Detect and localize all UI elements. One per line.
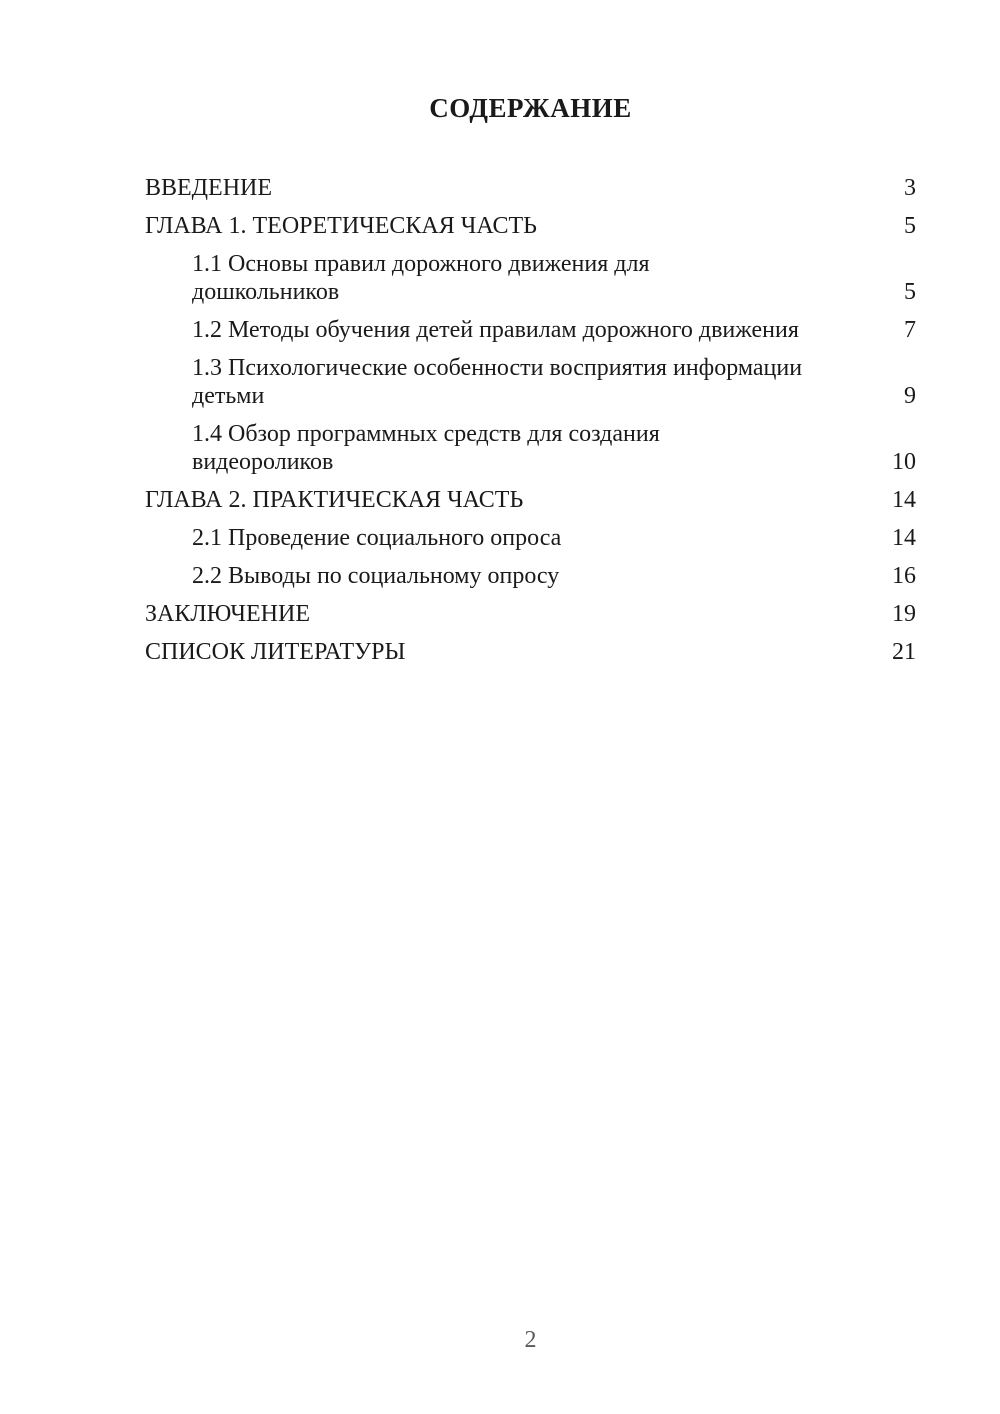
toc-entry-line: ГЛАВА 1. ТЕОРЕТИЧЕСКАЯ ЧАСТЬ xyxy=(145,213,537,239)
toc-entry xyxy=(145,420,916,476)
toc-entry-line: 1.3 Психологические особенности восприятия информации xyxy=(192,355,803,381)
toc-entry-line: 1.1 Основы правил дорожного движения для xyxy=(192,251,650,277)
toc-entry-title xyxy=(192,354,884,410)
toc-entry-page-number: 16 xyxy=(892,563,916,589)
toc-entry-title xyxy=(192,562,872,590)
toc-entry-page-number: 7 xyxy=(904,317,916,343)
toc-entry-title xyxy=(192,316,884,344)
toc-entry-line: 2.1 Проведение социального опроса xyxy=(192,525,562,551)
toc-entry xyxy=(145,174,916,202)
toc-entry-page-number: 9 xyxy=(904,383,916,409)
toc-entry xyxy=(145,486,916,514)
toc-entry xyxy=(145,212,916,240)
toc-entry-page-number: 5 xyxy=(904,213,916,239)
toc-entry-page-number: 10 xyxy=(892,449,916,475)
toc-entry-line: дошкольников xyxy=(192,279,340,305)
page-content xyxy=(0,0,1000,666)
toc-entry-title xyxy=(145,600,872,628)
toc-entry-line: 1.2 Методы обучения детей правилам дорожного движения xyxy=(192,317,799,343)
toc-entry-line: видеороликов xyxy=(192,449,334,475)
toc-entry-line: СПИСОК ЛИТЕРАТУРЫ xyxy=(145,639,406,665)
toc-entry-title xyxy=(145,486,872,514)
toc-entry xyxy=(145,524,916,552)
toc-entry-line: 2.2 Выводы по социальному опросу xyxy=(192,563,560,589)
page-title: СОДЕРЖАНИЕ xyxy=(429,93,632,123)
toc-entry-title xyxy=(192,420,872,476)
toc-entry-line: ГЛАВА 2. ПРАКТИЧЕСКАЯ ЧАСТЬ xyxy=(145,487,524,513)
toc-entry-title xyxy=(192,524,872,552)
toc-entry-title xyxy=(145,638,872,666)
toc-entry-line: детьми xyxy=(192,383,265,409)
toc-entry-page-number: 14 xyxy=(892,487,916,513)
toc-entry-page-number: 5 xyxy=(904,279,916,305)
toc-entry xyxy=(145,562,916,590)
toc-entry-page-number: 14 xyxy=(892,525,916,551)
toc-entry-page-number: 19 xyxy=(892,601,916,627)
table-of-contents xyxy=(145,174,916,666)
toc-entry-line: 1.4 Обзор программных средств для создания xyxy=(192,421,660,447)
toc-entry xyxy=(145,316,916,344)
toc-entry-title xyxy=(145,174,884,202)
toc-entry-page-number: 3 xyxy=(904,175,916,201)
toc-entry xyxy=(145,250,916,306)
toc-entry-line: ЗАКЛЮЧЕНИЕ xyxy=(145,601,310,627)
toc-entry-line: ВВЕДЕНИЕ xyxy=(145,175,273,201)
toc-entry xyxy=(145,354,916,410)
footer-page-number: 2 xyxy=(524,1327,537,1353)
toc-entry-title xyxy=(192,250,884,306)
toc-entry xyxy=(145,600,916,628)
toc-entry-page-number: 21 xyxy=(892,639,916,665)
toc-entry-title xyxy=(145,212,884,240)
toc-entry xyxy=(145,638,916,666)
